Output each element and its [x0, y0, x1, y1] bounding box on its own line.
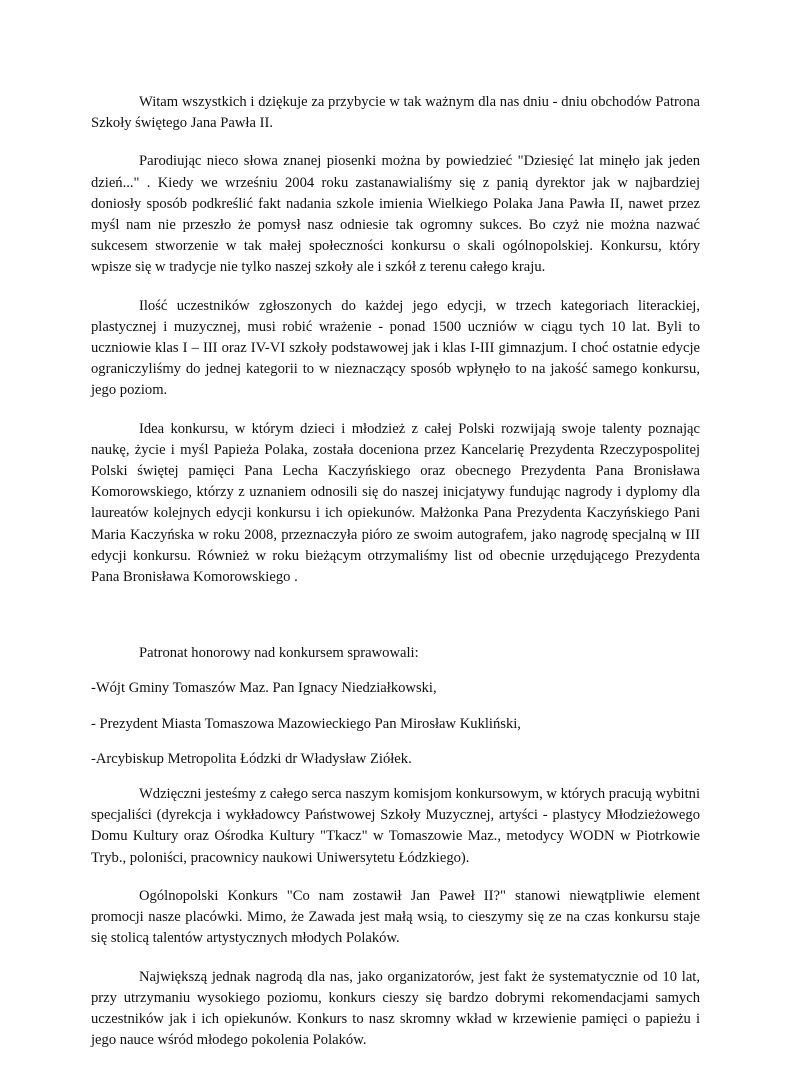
paragraph-promotion: Ogólnopolski Konkurs "Co nam zostawił Jan Paweł II?" stanowi niewątpliwie element promocji nasze placówki. Mimo, że Zawada jest małą wsią, to cieszymy się ze na czas konkursu staje się stolicą talentów artystycznych młodych Polaków. [91, 887, 700, 947]
paragraph-participants: Ilość uczestników zgłoszonych do każdej jego edycji, w trzech kategoriach literackiej, plastycznej i muzycznej, musi robić wrażenie - ponad 1500 uczniów w ciągu tych 10 lat. Byli to uczniowie klas I – III oraz IV-VI szkoły podstawowej jak i klas I-III gimnazjum. I choć ostatnie edycje ograniczyliśmy do jednej kategorii to w nieznaczący sposób wpłynęło to na jakość samego konkursu, jego poziom. [91, 297, 700, 399]
patron-item-2: - Prezydent Miasta Tomaszowa Mazowieckiego Pan Mirosław Kukliński, [91, 715, 521, 732]
section-spacer [91, 605, 700, 643]
patronage-heading: Patronat honorowy nad konkursem sprawowali: [139, 645, 419, 662]
document-body [91, 92, 700, 1068]
patron-item-3: -Arcybiskup Metropolita Łódzki dr Władysław Ziółek. [91, 750, 412, 767]
paragraph-greeting: Witam wszystkich i dziękuje za przybycie w tak ważnym dla nas dniu - dniu obchodów Patrona Szkoły świętego Jana Pawła II. [91, 94, 700, 132]
paragraph-recognition: Idea konkursu, w którym dzieci i młodzież z całej Polski rozwijają swoje talenty poznając naukę, życie i myśl Papieża Polaka, została doceniona przez Kancelarię Prezydenta Rzeczypospolitej Polski świętej pamięci Pana Lecha Kaczyńskiego oraz obecnego Prezydenta Pana Bronisława Komorowskiego, którzy z uznaniem odnosili się do naszej inicjatywy fundując nagrody i dyplomy dla laureatów kolejnych edycji konkursu i ich opiekunów. Małżonka Pana Prezydenta Kaczyńskiego Pani Maria Kaczyńska w roku 2008, przeznaczyła pióro ze swoim autografem, jako nagrodę specjalną w III edycji konkursu. Również w roku bieżącym otrzymaliśmy list od obecnie urzędującego Prezydenta Pana Bronisława Komorowskiego . [91, 420, 700, 586]
paragraph-gratitude: Wdzięczni jesteśmy z całego serca naszym komisjom konkursowym, w których pracują wybitni specjaliści (dyrekcja i wykładowcy Państwowej Szkoły Muzycznej, artyści - plastycy Młodzieżowego Domu Kultury oraz Ośrodka Kultury "Tkacz" w Tomaszowie Maz., metodycy WODN w Piotrkowie Tryb., poloniści, pracownicy naukowi Uniwersytetu Łódzkiego). [91, 786, 700, 866]
patron-item-1: -Wójt Gminy Tomaszów Maz. Pan Ignacy Niedziałkowski, [91, 680, 437, 697]
paragraph-history: Parodiując nieco słowa znanej piosenki można by powiedzieć "Dziesięć lat minęło jak jeden dzień..." . Kiedy we wrześniu 2004 roku zastanawialiśmy się z panią dyrektor jak w najbardziej doniosły sposób podkreślić fakt nadania szkole imienia Wielkiego Polaka Jana Pawła II, nawet przez myśl nam nie przeszło że pomysł nasz odniesie tak ogromny sukces. Bo czyż nie można nazwać sukcesem stworzenie w tak małej społeczności konkursu o skali ogólnopolskiej. Konkursu, który wpisze się w tradycje nie tylko naszej szkoły ale i szkół z terenu całego kraju. [91, 153, 700, 276]
paragraph-conclusion: Największą jednak nagrodą dla nas, jako organizatorów, jest fakt że systematycznie od 10 lat, przy utrzymaniu wysokiego poziomu, konkurs cieszy się bardzo dobrymi rekomendacjami samych uczestników jak i ich opiekunów. Konkurs to nasz skromny wkład w krzewienie pamięci o papieżu i jego nauce wśród młodego pokolenia Polaków. [91, 968, 700, 1049]
